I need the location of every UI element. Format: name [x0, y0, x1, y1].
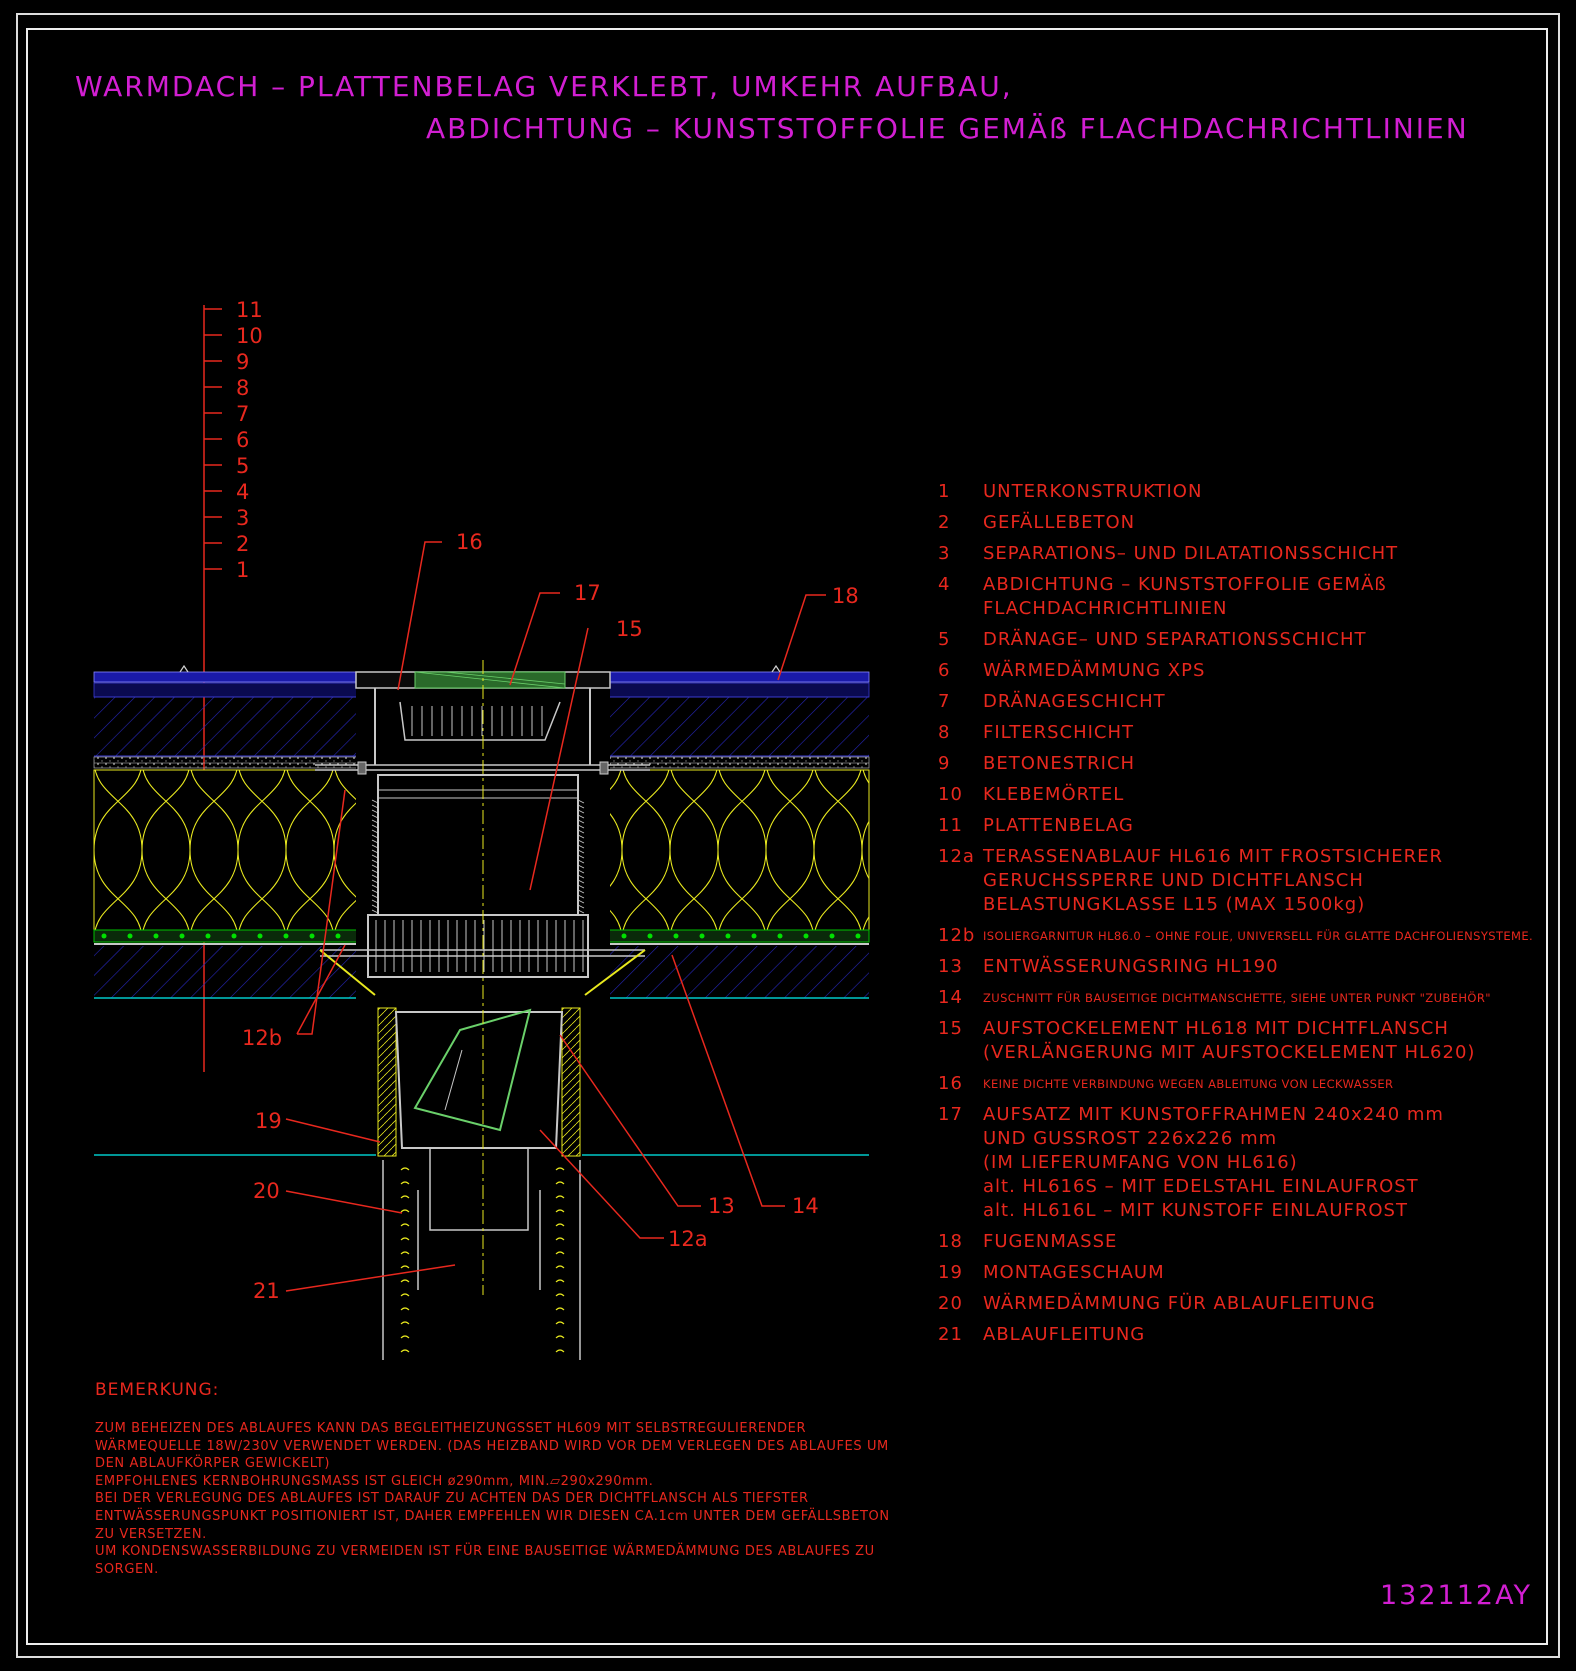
title-line-2: ABDICHTUNG – KUNSTSTOFFOLIE GEMÄß FLACHDACHRICHTLINIEN [426, 112, 1469, 145]
legend-text: FUGENMASSE [983, 1231, 1118, 1252]
legend-text: BETONESTRICH [983, 753, 1136, 774]
legend-item [938, 573, 1538, 621]
legend-item [938, 659, 1538, 683]
legend-number: 1 [938, 481, 951, 502]
legend-text: AUFSATZ MIT KUNSTOFFRAHMEN 240x240 mm UND GUSSROST 226x226 mm (IM LIEFERUMFANG VON HL616) alt. HL616S – MIT EDELSTAHL EINLAUFROST alt. HL616L – MIT KUNSTOFF EINLAUFROST [983, 1104, 1444, 1221]
legend-item [938, 1072, 1538, 1096]
legend-number: 12b [938, 925, 976, 946]
legend-item [938, 542, 1538, 566]
callout-21: 21 [253, 1279, 280, 1303]
legend-item [938, 986, 1538, 1010]
legend-text: ENTWÄSSERUNGSRING HL190 [983, 956, 1279, 977]
legend-text: WÄRMEDÄMMUNG FÜR ABLAUFLEITUNG [983, 1293, 1376, 1314]
legend-number: 6 [938, 660, 951, 681]
layer-scale-label: 5 [236, 454, 250, 478]
legend-number: 4 [938, 574, 951, 595]
legend-text: KLEBEMÖRTEL [983, 784, 1125, 805]
legend-item [938, 690, 1538, 714]
legend-item [938, 1017, 1538, 1065]
layer-scale-label: 10 [236, 324, 263, 348]
legend-text: UNTERKONSTRUKTION [983, 481, 1203, 502]
legend-text: FILTERSCHICHT [983, 722, 1135, 743]
legend-number: 11 [938, 815, 963, 836]
legend-number: 17 [938, 1104, 963, 1125]
legend-number: 5 [938, 629, 951, 650]
layer-scale-label: 8 [236, 376, 250, 400]
legend-number: 2 [938, 512, 951, 533]
callout-12a: 12a [668, 1227, 708, 1251]
legend-number: 14 [938, 987, 963, 1008]
legend-text: AUFSTOCKELEMENT HL618 MIT DICHTFLANSCH (VERLÄNGERUNG MIT AUFSTOCKELEMENT HL620) [983, 1018, 1476, 1063]
legend-item [938, 1230, 1538, 1254]
callout-12b: 12b [242, 1026, 283, 1050]
legend-number: 9 [938, 753, 951, 774]
legend-number: 3 [938, 543, 951, 564]
callout-15: 15 [616, 617, 643, 641]
legend-text: WÄRMEDÄMMUNG XPS [983, 660, 1206, 681]
legend-text: ABLAUFLEITUNG [983, 1324, 1146, 1345]
legend-text: TERASSENABLAUF HL616 MIT FROSTSICHERER GERUCHSSPERRE UND DICHTFLANSCH BELASTUNGKLASSE L15 (MAX 1500kg) [983, 846, 1444, 915]
callout-16: 16 [456, 530, 483, 554]
layer-scale-label: 3 [236, 506, 250, 530]
legend-number: 12a [938, 846, 975, 867]
legend-item [938, 752, 1538, 776]
legend-number: 10 [938, 784, 963, 805]
legend-number: 13 [938, 956, 963, 977]
legend-item [938, 924, 1538, 948]
drain-assembly [315, 660, 650, 1360]
legend-item [938, 1103, 1538, 1223]
callout-17: 17 [574, 581, 601, 605]
legend-number: 16 [938, 1073, 963, 1094]
callout-18: 18 [832, 584, 859, 608]
legend-number: 7 [938, 691, 951, 712]
callout-20: 20 [253, 1179, 280, 1203]
layer-scale-label: 4 [236, 480, 250, 504]
legend-text: MONTAGESCHAUM [983, 1262, 1165, 1283]
legend-item [938, 955, 1538, 979]
legend-item [938, 1261, 1538, 1285]
legend-number: 20 [938, 1293, 963, 1314]
legend-text: DRÄNAGE– UND SEPARATIONSSCHICHT [983, 629, 1367, 650]
legend-item [938, 814, 1538, 838]
legend-item [938, 511, 1538, 535]
legend-text: ABDICHTUNG – KUNSTSTOFFOLIE GEMÄß FLACHDACHRICHTLINIEN [983, 574, 1387, 619]
legend-text: DRÄNAGESCHICHT [983, 691, 1166, 712]
legend-item [938, 783, 1538, 807]
layer-scale-label: 11 [236, 298, 263, 322]
legend-item [938, 1292, 1538, 1316]
callout-13: 13 [708, 1194, 735, 1218]
legend-item [938, 480, 1538, 504]
legend-item [938, 628, 1538, 652]
drawing-id: 132112AY [1380, 1580, 1532, 1611]
legend-text: GEFÄLLEBETON [983, 512, 1136, 533]
layer-scale-label: 7 [236, 402, 250, 426]
legend-text: KEINE DICHTE VERBINDUNG WEGEN ABLEITUNG VON LECKWASSER [983, 1077, 1394, 1091]
legend-number: 15 [938, 1018, 963, 1039]
legend-number: 8 [938, 722, 951, 743]
notes-body: ZUM BEHEIZEN DES ABLAUFES KANN DAS BEGLEITHEIZUNGSSET HL609 MIT SELBSTREGULIERENDER WÄRMEQUELLE 18W/230V VERWENDET WERDEN. (DAS HEIZBAND WIRD VOR DEM VERLEGEN DES ABLAUFES UM DEN ABLAUFKÖRPER GEWICKELT) EMPFOHLENES KERNBOHRUNGSMASS IST GLEICH ø290mm, MIN.▱290x290mm. BEI DER VERLEGUNG DES ABLAUFES IST DARAUF ZU ACHTEN DAS DER DICHTFLANSCH ALS TIEFSTER ENTWÄSSERUNGSPUNKT POSITIONIERT IST, DAHER EMPFEHLEN WIR DIESEN CA.1cm UNTER DEM GEFÄLLSBETON ZU VERSETZEN. UM KONDENSWASSERBILDUNG ZU VERMEIDEN IST FÜR EINE BAUSEITIGE WÄRMEDÄMMUNG DES ABLAUFES ZU SORGEN. [95, 1421, 890, 1577]
notes [95, 1380, 915, 1578]
legend-text: SEPARATIONS– UND DILATATIONSSCHICHT [983, 543, 1399, 564]
legend-item [938, 845, 1538, 917]
notes-heading: BEMERKUNG: [95, 1380, 220, 1400]
callout-14: 14 [792, 1194, 819, 1218]
legend-item [938, 1323, 1538, 1347]
legend-number: 19 [938, 1262, 963, 1283]
legend-number: 18 [938, 1231, 963, 1252]
legend-number: 21 [938, 1324, 963, 1345]
legend-text: ZUSCHNITT FÜR BAUSEITIGE DICHTMANSCHETTE, SIEHE UNTER PUNKT "ZUBEHÖR" [983, 991, 1491, 1005]
layer-scale-label: 9 [236, 350, 250, 374]
title-line-1: WARMDACH – PLATTENBELAG VERKLEBT, UMKEHR AUFBAU, [75, 70, 1013, 103]
layer-scale-label: 6 [236, 428, 250, 452]
legend-text: ISOLIERGARNITUR HL86.0 – OHNE FOLIE, UNIVERSELL FÜR GLATTE DACHFOLIENSYSTEME. [983, 929, 1534, 943]
legend-text: PLATTENBELAG [983, 815, 1134, 836]
legend [938, 480, 1538, 1354]
layer-scale-label: 2 [236, 532, 250, 556]
legend-item [938, 721, 1538, 745]
callout-19: 19 [255, 1109, 282, 1133]
layer-scale-label: 1 [236, 558, 250, 582]
